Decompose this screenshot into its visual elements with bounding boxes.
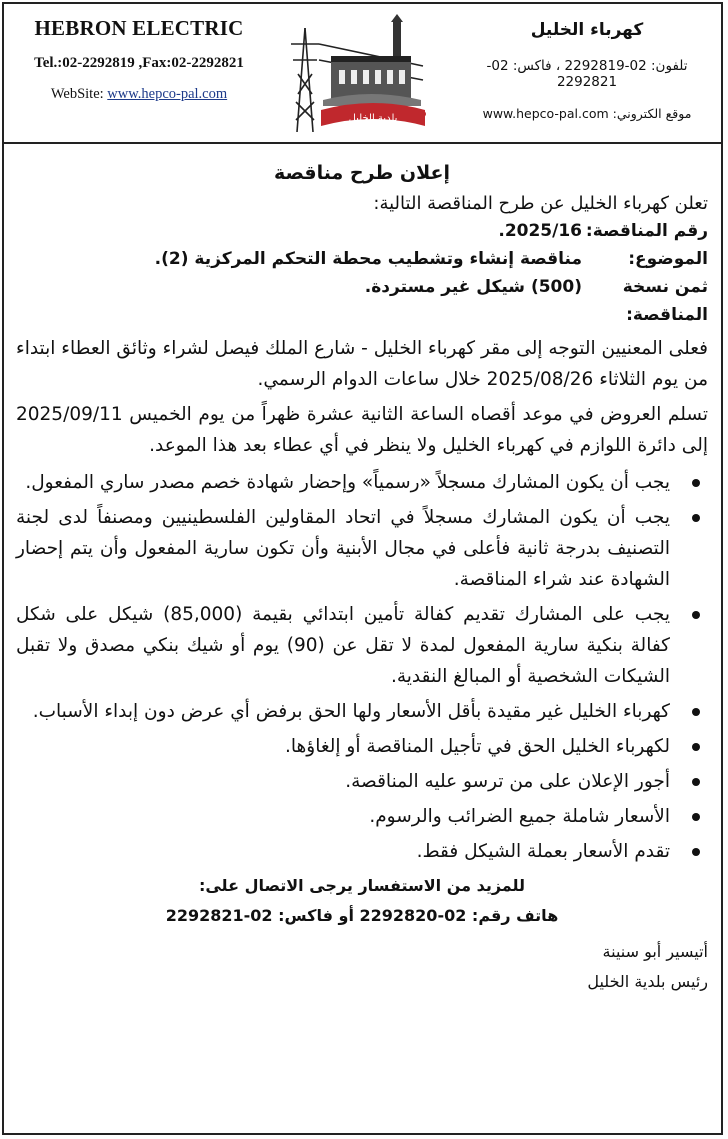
announcement-title: إعلان طرح مناقصة xyxy=(273,162,451,184)
letterhead xyxy=(4,4,721,144)
bullet-icon xyxy=(692,611,700,619)
decorative-dot xyxy=(420,111,426,117)
list-item xyxy=(16,766,708,797)
list-item-text: يجب أن يكون المشارك مسجلاً «رسمياً» وإحضار شهادة خصم مصدر ساري المفعول. xyxy=(25,472,670,493)
purchase-instructions: فعلى المعنيين التوجه إلى مقر كهرباء الخليل - شارع الملك فيصل لشراء وثائق العطاء ابتداء من يوم الثلاثاء 2025/08/26 خلال ساعات الدوام الرسمي. xyxy=(16,338,708,390)
contact-info xyxy=(16,871,708,931)
conditions-list xyxy=(16,467,708,867)
list-item-text: أجور الإعلان على من ترسو عليه المناقصة. xyxy=(345,771,670,792)
contact-heading: للمزيد من الاستفسار يرجى الاتصال على: xyxy=(198,876,526,895)
list-item xyxy=(16,836,708,867)
list-item-text: يجب أن يكون المشارك مسجلاً في اتحاد المقاولين الفلسطينيين ومصنفاً لدى لجنة التصنيف بدرجة ثانية فأعلى في مجال الأبنية وأن تكون سارية المفعول وأن يتم إحضار الشهادة عند شراء المناقصة. xyxy=(16,507,670,590)
announcement-intro: تعلن كهرباء الخليل عن طرح المناقصة التالية: xyxy=(373,193,708,214)
signature-block xyxy=(16,937,708,997)
bullet-icon xyxy=(692,778,700,786)
subject-label: الموضوع: xyxy=(628,249,708,269)
tender-number-label: رقم المناقصة: xyxy=(585,221,708,241)
mosque-building-icon xyxy=(323,14,421,106)
tender-price-value: (500) شيكل غير مستردة. xyxy=(364,277,582,297)
tender-price-label: ثمن نسخة المناقصة: xyxy=(622,277,708,325)
website-label: WebSite: xyxy=(50,86,104,102)
list-item xyxy=(16,731,708,762)
hebron-electric-logo xyxy=(283,14,428,136)
contact-numbers: هاتف رقم: 02-2292820 أو فاكس: 02-2292821 xyxy=(165,906,559,925)
list-item xyxy=(16,599,708,692)
submission-deadline: تسلم العروض في موعد أقصاه الساعة الثانية عشرة ظهراً من يوم الخميس 2025/09/11 إلى دائرة اللوازم في كهرباء الخليل ولا ينظر في أي عطاء بعد هذا الموعد. xyxy=(16,404,708,456)
list-item-text: يجب على المشارك تقديم كفالة تأمين ابتدائي بقيمة (85,000) شيكل على شكل كفالة بنكية سارية المفعول لمدة لا تقل عن (90) يوم أو شيك بنكي مصدق ولا تقبل الشيكات الشخصية أو المبالغ النقدية. xyxy=(16,604,670,687)
arabic-phone-fax: تلفون: 02-2292819 ، فاكس: 02-2292821 xyxy=(486,58,688,90)
tender-number-row xyxy=(16,217,708,245)
arabic-letterhead xyxy=(467,20,707,121)
english-letterhead xyxy=(14,16,264,103)
signer-name: أتيسير أبو سنينة xyxy=(602,942,708,961)
english-company-name: HEBRON ELECTRIC xyxy=(34,16,244,40)
english-website xyxy=(14,86,264,103)
list-item xyxy=(16,696,708,727)
arabic-website[interactable]: موقع الكتروني: www.hepco-pal.com xyxy=(482,106,692,121)
bullet-icon xyxy=(692,813,700,821)
list-item xyxy=(16,801,708,832)
announcement-body xyxy=(16,148,708,997)
bullet-icon xyxy=(692,848,700,856)
english-phone-fax: Tel.:02-2292819 ,Fax:02-2292821 xyxy=(34,55,244,71)
list-item-text: الأسعار شاملة جميع الضرائب والرسوم. xyxy=(369,806,670,827)
logo-caption: بلدية الخليل xyxy=(348,113,398,124)
bullet-icon xyxy=(692,743,700,751)
list-item-text: لكهرباء الخليل الحق في تأجيل المناقصة أو إلغاؤها. xyxy=(284,736,670,757)
bullet-icon xyxy=(692,708,700,716)
subject-row xyxy=(16,245,708,273)
arabic-company-name: كهرباء الخليل xyxy=(530,20,644,40)
subject-value: مناقصة إنشاء وتشطيب محطة التحكم المركزية (2). xyxy=(154,249,582,269)
signer-title: رئيس بلدية الخليل xyxy=(587,972,708,991)
tender-price-row xyxy=(16,273,708,329)
list-item-text: تقدم الأسعار بعملة الشيكل فقط. xyxy=(416,841,670,862)
website-link[interactable]: www.hepco-pal.com xyxy=(107,86,228,102)
bullet-icon xyxy=(692,479,700,487)
bullet-icon xyxy=(692,514,700,522)
tender-number-value: 2025/16. xyxy=(498,221,582,241)
list-item-text: كهرباء الخليل غير مقيدة بأقل الأسعار ولها الحق برفض أي عرض دون إبداء الأسباب. xyxy=(32,701,670,722)
list-item xyxy=(16,502,708,595)
list-item xyxy=(16,467,708,498)
